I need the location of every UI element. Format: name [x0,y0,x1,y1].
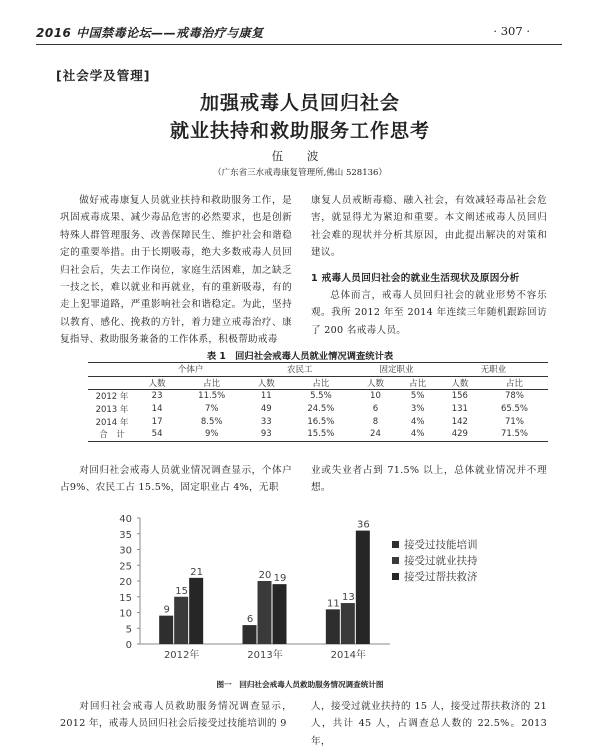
bar [174,597,188,644]
table-cell: 33 [260,416,272,427]
subheader: 占比 [397,376,439,390]
x-category-label: 2012年 [163,650,200,661]
right-column-mid [311,462,547,497]
table-cell: 142 [451,416,468,427]
bar-value-label: 20 [258,570,272,581]
group-header: 固定职业 [354,363,438,377]
table-cell: 24.5% [307,404,335,415]
table-cell: 6 [372,404,379,415]
legend-label: 接受过就业扶持 [404,555,478,567]
left-column [60,192,292,349]
employment-summary-continued: 业或失业者占到 71.5% 以上，总体就业情况并不理想。 [311,465,547,494]
bar [326,609,340,644]
table-cell: 4% [410,416,425,427]
intro-paragraph: 做好戒毒康复人员就业扶持和救助服务工作，是巩固戒毒成果、减少毒品危害的必然要求，也是创新特殊人群管理服务、改善保障民生、维护社会和谐稳定的重要举措。由于长期吸毒，绝大多数戒毒人员回归社会后，失去工作岗位，家庭生活困难，加之缺乏一技之长，难以就业和再就业，有的重新吸毒，有的走上犯罪道路，严重影响社会和谐稳定。为此，坚持以教育、感化、挽救的方针，着力建立戒毒治疗、康复指导、救助服务兼备的工作体系，积极帮助戒毒 [60,195,292,346]
bar-value-label: 6 [246,614,254,626]
legend-label: 接受过帮扶救济 [404,571,478,583]
service-summary-continued: 人，接受过就业扶持的 15 人，接受过帮扶救济的 21 人，共计 45 人，占调查总人数的 22.5%。2013 年， [311,701,547,747]
table-cell: 131 [451,404,468,415]
y-tick-label: 5 [125,624,132,636]
legend-swatch [392,573,399,580]
group-header: 无职业 [439,363,548,377]
bar-value-label: 19 [273,573,287,585]
bar-value-label: 11 [326,598,340,610]
table-row [88,403,548,416]
table-cell: 5.5% [310,391,332,402]
bar [341,603,355,644]
table-cell: 3% [410,404,425,415]
left-column-mid [60,462,292,497]
running-header: 2016 中国禁毒论坛——戒毒治疗与康复 [36,26,264,40]
bar-value-label: 21 [190,566,204,578]
legend-label: 接受过技能培训 [404,539,478,551]
table-cell: 5% [410,391,425,402]
title-line-1: 加强戒毒人员回归社会 [199,92,400,114]
table-cell: 71% [505,416,524,427]
bar [243,625,257,644]
bar-value-label: 9 [163,604,170,616]
service-bar-chart [100,512,520,672]
service-summary: 对回归社会戒毒人员救助服务情况调查显示，2012 年，戒毒人员回归社会后接受过技能培训的 9 [60,701,292,730]
table-cell: 54 [136,428,178,441]
bar [273,584,287,644]
page-number: · 307 · [493,24,530,38]
x-category-label: 2014年 [330,650,367,661]
subheader: 占比 [287,376,354,390]
legend-swatch [392,557,399,564]
row-label: 合 计 [88,428,136,441]
row-label: 2012 年 [95,392,129,403]
table-cell: 11.5% [198,391,226,402]
row-label: 2013 年 [95,405,129,416]
subheader: 人数 [245,376,287,390]
table-cell: 10 [370,391,381,402]
corner-cell [88,363,136,377]
y-tick-label: 0 [125,640,132,651]
employment-summary: 对回归社会戒毒人员就业情况调查显示，个体户占9%、农民工占 15.5%，固定职业占 4%，无职 [60,465,292,494]
table-cell: 78% [505,391,524,402]
section-heading: 1 戒毒人员回归社会的就业生活现状及原因分析 [311,272,520,284]
bar [356,531,370,644]
row-label: 2014 年 [95,417,129,428]
table-row [88,428,548,441]
table-cell: 14 [151,404,163,415]
subheader: 人数 [354,376,396,390]
right-column [311,192,547,339]
left-column-bottom [60,698,292,733]
subheader: 占比 [178,376,245,390]
y-tick-label: 25 [119,561,132,573]
table-cell: 49 [260,404,272,415]
table-row [88,390,548,403]
table-cell: 65.5% [500,404,528,415]
bar-value-label: 36 [356,519,370,531]
affiliation: （广东省三水戒毒康复管理所,佛山 528136） [213,168,387,178]
table-cell: 156 [451,391,468,402]
bar-value-label: 13 [341,592,355,604]
subheader: 占比 [481,376,548,390]
table-cell: 24 [354,428,396,441]
bar [189,578,203,644]
group-header: 农民工 [245,363,354,377]
bar [159,616,173,644]
section1-paragraph: 总体而言，戒毒人员回归社会的就业形势不容乐观。我所 2012 年至 2014 年连续三年随机跟踪回访了 200 名戒毒人员。 [311,290,547,336]
intro-paragraph-continued: 康复人员戒断毒瘾、融入社会，有效减轻毒品社会危害，就显得尤为紧迫和重要。本文阐述戒毒人员回归社会难的现状并分析其原因，由此提出解决的对策和建议。 [311,195,547,259]
right-column-bottom [311,698,547,750]
y-tick-label: 40 [119,514,132,525]
table-cell: 23 [151,391,163,402]
header-rule [36,44,562,45]
legend-swatch [392,541,399,548]
table-caption: 表 1 回归社会戒毒人员就业情况调查统计表 [206,351,394,362]
y-tick-label: 10 [119,608,132,620]
title-line-2: 就业扶持和救助服务工作思考 [169,120,430,142]
y-tick-label: 20 [119,577,132,588]
section-label: [社会学及管理] [56,68,151,83]
table-cell: 8 [372,416,379,427]
table-cell: 93 [245,428,287,441]
table-cell: 9% [178,428,245,441]
group-header: 个体户 [136,363,245,377]
employment-table [88,362,548,442]
table-cell: 71.5% [481,428,548,441]
bar [258,581,272,644]
table-cell: 15.5% [287,428,354,441]
table-cell: 16.5% [307,416,335,427]
table-cell: 11 [260,391,272,402]
table-cell: 429 [439,428,481,441]
x-category-label: 2013年 [247,650,283,661]
table-cell: 8.5% [200,416,223,427]
y-tick-label: 30 [119,545,132,557]
author: 伍 波 [271,149,329,163]
y-tick-label: 35 [119,529,132,541]
table-cell: 17 [151,416,163,427]
bar-value-label: 15 [175,585,189,597]
subheader: 人数 [136,376,178,390]
subheader: 人数 [439,376,481,390]
figure-caption: 图一 回归社会戒毒人员救助服务情况调查统计图 [216,680,384,689]
y-tick-label: 15 [119,592,132,604]
corner-cell [88,376,136,390]
table-cell: 4% [397,428,439,441]
table-cell: 7% [204,404,219,415]
table-row [88,415,548,428]
